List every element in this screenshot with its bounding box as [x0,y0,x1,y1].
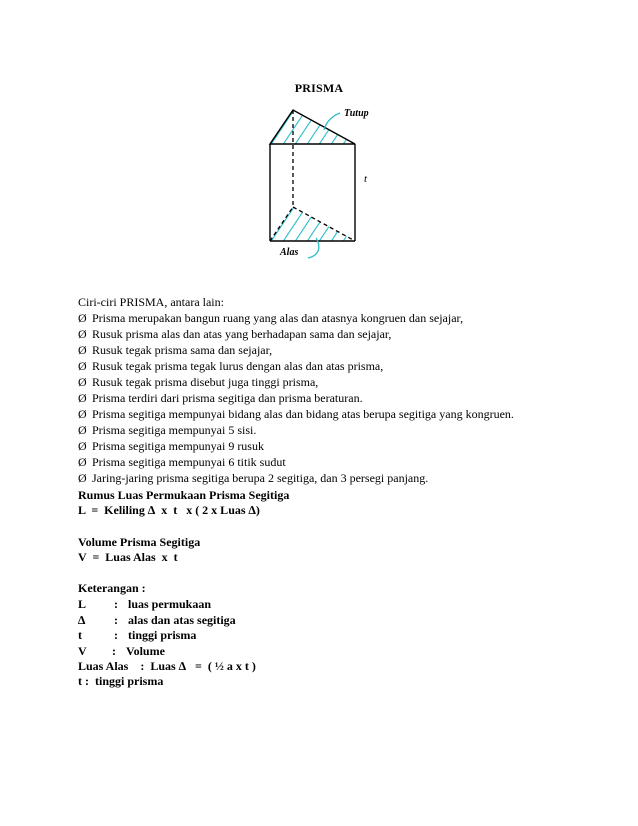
base-area-note: t : tinggi prisma [78,674,164,688]
bullet-marker: Ø [78,311,87,325]
legend-heading: Keterangan : [78,581,146,595]
bullet-marker: Ø [78,471,87,485]
top-hatch [262,98,374,158]
bullet-marker: Ø [78,327,87,341]
prism-figure [252,98,382,268]
triangular-prism-diagram [252,98,382,268]
list-item: Ø Rusuk tegak prisma tegak lurus dengan alas dan atas prisma, [78,359,384,373]
bullet-marker: Ø [78,407,87,421]
list-item: Ø Prisma segitiga mempunyai 5 sisi. [78,423,257,437]
surface-area-heading: Rumus Luas Permukaan Prisma Segitiga [78,488,290,502]
base-area-formula: Luas Alas : Luas ∆ = ( ½ a x t ) [78,659,256,673]
bullet-marker: Ø [78,439,87,453]
bullet-marker: Ø [78,391,87,405]
bottom-hatch [262,195,374,255]
list-item: Ø Prisma segitiga mempunyai bidang alas dan bidang atas berupa segitiga yang kongruen. [78,407,514,421]
label-t: t [364,173,368,185]
list-item: Ø Prisma merupakan bangun ruang yang alas dan atasnya kongruen dan sejajar, [78,311,464,325]
legend-row: t : tinggi prisma [78,628,197,642]
list-item: Ø Rusuk prisma alas dan atas yang berhadapan sama dan sejajar, [78,327,392,341]
legend-row: V : Volume [78,644,165,658]
page-title: PRISMA [294,81,344,95]
list-item: Ø Prisma segitiga mempunyai 9 rusuk [78,439,264,453]
bullet-marker: Ø [78,423,87,437]
volume-formula: V = Luas Alas x t [78,550,178,564]
list-item: Ø Rusuk tegak prisma disebut juga tinggi prisma, [78,375,319,389]
volume-heading: Volume Prisma Segitiga [78,535,201,549]
list-item: Ø Prisma segitiga mempunyai 6 titik sudut [78,455,286,469]
list-item: Ø Prisma terdiri dari prisma segitiga dan prisma beraturan. [78,391,363,405]
legend-row: L : luas permukaan [78,597,212,611]
bullet-marker: Ø [78,343,87,357]
label-tutup: Tutup [344,108,369,119]
characteristics-intro: Ciri-ciri PRISMA, antara lain: [78,295,224,309]
bullet-marker: Ø [78,455,87,469]
bullet-marker: Ø [78,375,87,389]
label-alas: Alas [280,247,299,258]
list-item: Ø Jaring-jaring prisma segitiga berupa 2 segitiga, dan 3 persegi panjang. [78,471,429,485]
characteristics-list [78,310,514,486]
surface-area-formula: L = Keliling ∆ x t x ( 2 x Luas ∆) [78,503,260,517]
legend-row: ∆ : alas dan atas segitiga [78,613,236,627]
bullet-marker: Ø [78,359,87,373]
list-item: Ø Rusuk tegak prisma sama dan sejajar, [78,343,273,357]
